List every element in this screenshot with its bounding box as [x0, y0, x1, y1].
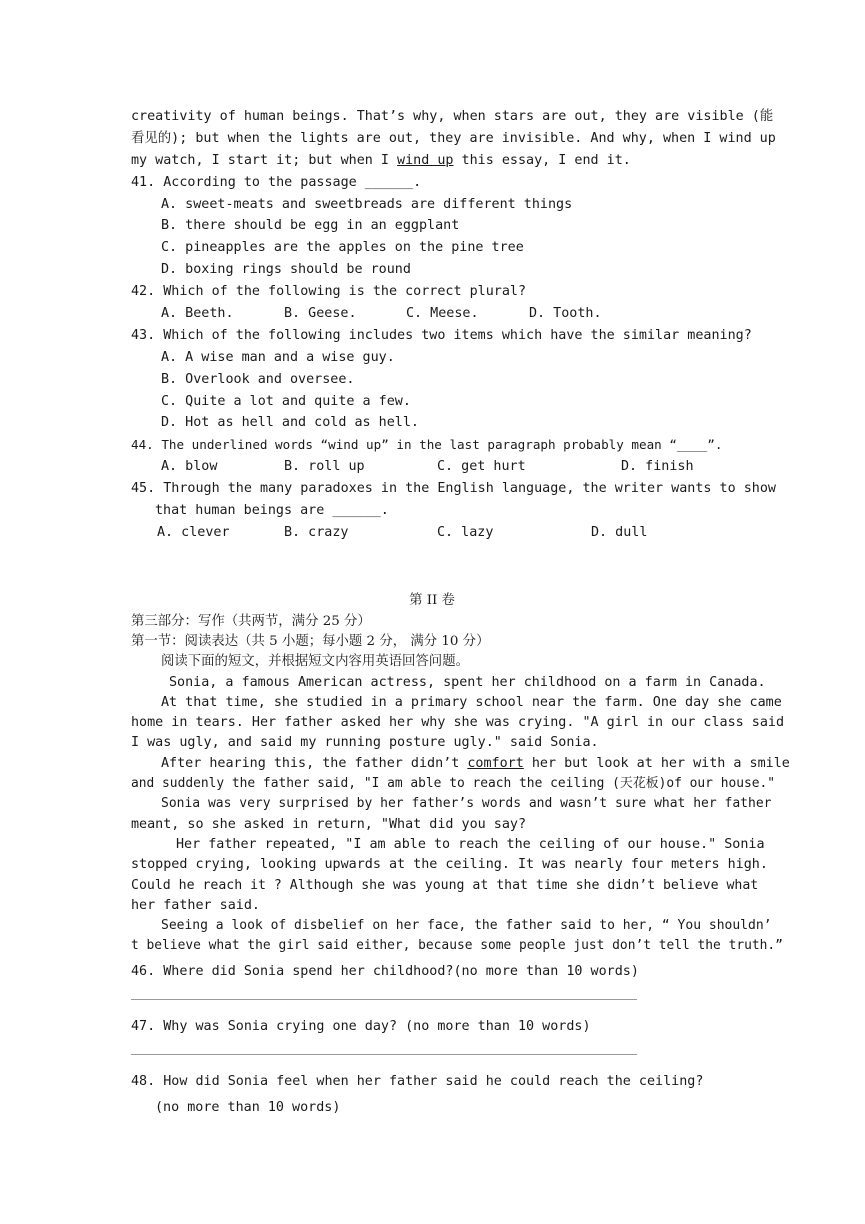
answer-line-47[interactable] — [131, 1054, 637, 1055]
option-c: C. lazy — [437, 524, 494, 540]
option-a: A. sweet-meats and sweetbreads are different things — [161, 196, 573, 212]
option-c: C. pineapples are the apples on the pine tree — [161, 240, 524, 256]
options-row — [131, 522, 733, 544]
passage-line — [131, 150, 733, 172]
passage-text: this essay, I end it. — [453, 152, 631, 168]
reading-passage — [131, 673, 790, 957]
question-48: 48. How did Sonia feel when her father said he could reach the ceiling? — [131, 1073, 704, 1089]
question-43 — [131, 325, 752, 434]
passage-line: creativity of human beings. That’s why, when stars are out, they are visible (能 — [131, 109, 774, 124]
passage-text: my watch, I start it; but when I — [131, 152, 398, 168]
underlined-phrase: wind up — [397, 152, 454, 168]
option-b: B. Overlook and oversee. — [161, 371, 355, 387]
option-b: B. there should be egg in an eggplant — [161, 218, 460, 234]
question-48-note: (no more than 10 words) — [155, 1100, 341, 1116]
passage-text: her but look at her with a smile — [523, 755, 790, 771]
subsection-title: 第一节：阅读表达（共 5 小题；每小题 2 分， 满分 10 分） — [131, 634, 490, 649]
passage-line: home in tears. Her father asked her why she was crying. "A girl in our class said — [131, 715, 785, 731]
passage-line: I was ugly, and said my running posture ugly." said Sonia. — [131, 735, 599, 751]
question-stem: 44. The underlined words “wind up” in the last paragraph probably mean “____”. — [131, 437, 723, 453]
option-c: C. Meese. — [406, 306, 479, 322]
question-stem: 45. Through the many paradoxes in the English language, the writer wants to show — [131, 481, 776, 497]
option-b: B. crazy — [284, 524, 349, 540]
section-title: 第三部分：写作（共两节，满分 25 分） — [131, 613, 371, 629]
passage-line: Seeing a look of disbelief on her face, the father said to her, “ You shouldn’ — [161, 918, 772, 934]
passage-line: her father said. — [131, 897, 260, 913]
option-b: B. Geese. — [284, 306, 357, 322]
question-stem-continued: that human beings are ______. — [155, 503, 389, 519]
section-headings — [131, 612, 733, 673]
question-47: 47. Why was Sonia crying one day? (no more than 10 words) — [131, 1018, 591, 1034]
options-row — [131, 456, 733, 478]
passage-line: meant, so she asked in return, "What did you say? — [131, 816, 527, 832]
question-42 — [131, 281, 733, 325]
passage-line: Her father repeated, "I am able to reach the ceiling of our house." Sonia — [176, 836, 765, 852]
option-d: D. Hot as hell and cold as hell. — [161, 415, 419, 431]
option-a: A. A wise man and a wise guy. — [161, 349, 395, 365]
question-stem: 41. According to the passage ______. — [131, 174, 422, 190]
option-c: C. get hurt — [437, 459, 526, 475]
passage-line: Sonia was very surprised by her father’s words and wasn’t sure what her father — [161, 796, 772, 812]
option-a: A. clever — [157, 524, 230, 540]
question-45 — [131, 478, 776, 544]
passage-line: stopped crying, looking upwards at the ceiling. It was nearly four meters high. — [131, 857, 768, 873]
question-41 — [131, 172, 733, 281]
options-row — [131, 303, 733, 325]
option-d: D. finish — [621, 459, 694, 475]
option-a: A. Beeth. — [161, 306, 234, 322]
exam-page — [131, 106, 790, 1119]
question-46: 46. Where did Sonia spend her childhood?(no more than 10 words) — [131, 963, 639, 979]
question-44 — [131, 434, 733, 478]
question-stem: 43. Which of the following includes two items which have the similar meaning? — [131, 327, 752, 343]
passage-line: Could he reach it ? Although she was young at that time she didn’t believe what — [131, 877, 759, 893]
option-d: D. dull — [591, 524, 648, 540]
option-c: C. Quite a lot and quite a few. — [161, 393, 411, 409]
underlined-word: comfort — [467, 755, 524, 771]
passage-line: t believe what the girl said either, because some people just don’t tell the truth.” — [131, 938, 783, 954]
option-a: A. blow — [161, 459, 218, 475]
passage-line: 看见的); but when the lights are out, they are invisible. And why, when I wind up — [131, 130, 776, 146]
question-stem: 42. Which of the following is the correct plural? — [131, 284, 527, 300]
passage-line: Sonia, a famous American actress, spent her childhood on a farm in Canada. — [169, 674, 766, 690]
passage-ending — [131, 106, 776, 172]
passage-text: After hearing this, the father didn’t — [161, 755, 468, 771]
instruction: 阅读下面的短文，并根据短文内容用英语回答问题。 — [161, 654, 469, 670]
option-d: D. boxing rings should be round — [161, 262, 411, 278]
volume-title: 第 II 卷 — [409, 592, 455, 608]
passage-line: At that time, she studied in a primary school near the farm. One day she came — [161, 694, 782, 710]
answer-line-46[interactable] — [131, 999, 637, 1000]
passage-line: and suddenly the father said, "I am able to reach the ceiling (天花板)of our house." — [131, 776, 776, 792]
passage-line — [131, 754, 790, 774]
option-b: B. roll up — [284, 459, 365, 475]
option-d: D. Tooth. — [529, 306, 602, 322]
